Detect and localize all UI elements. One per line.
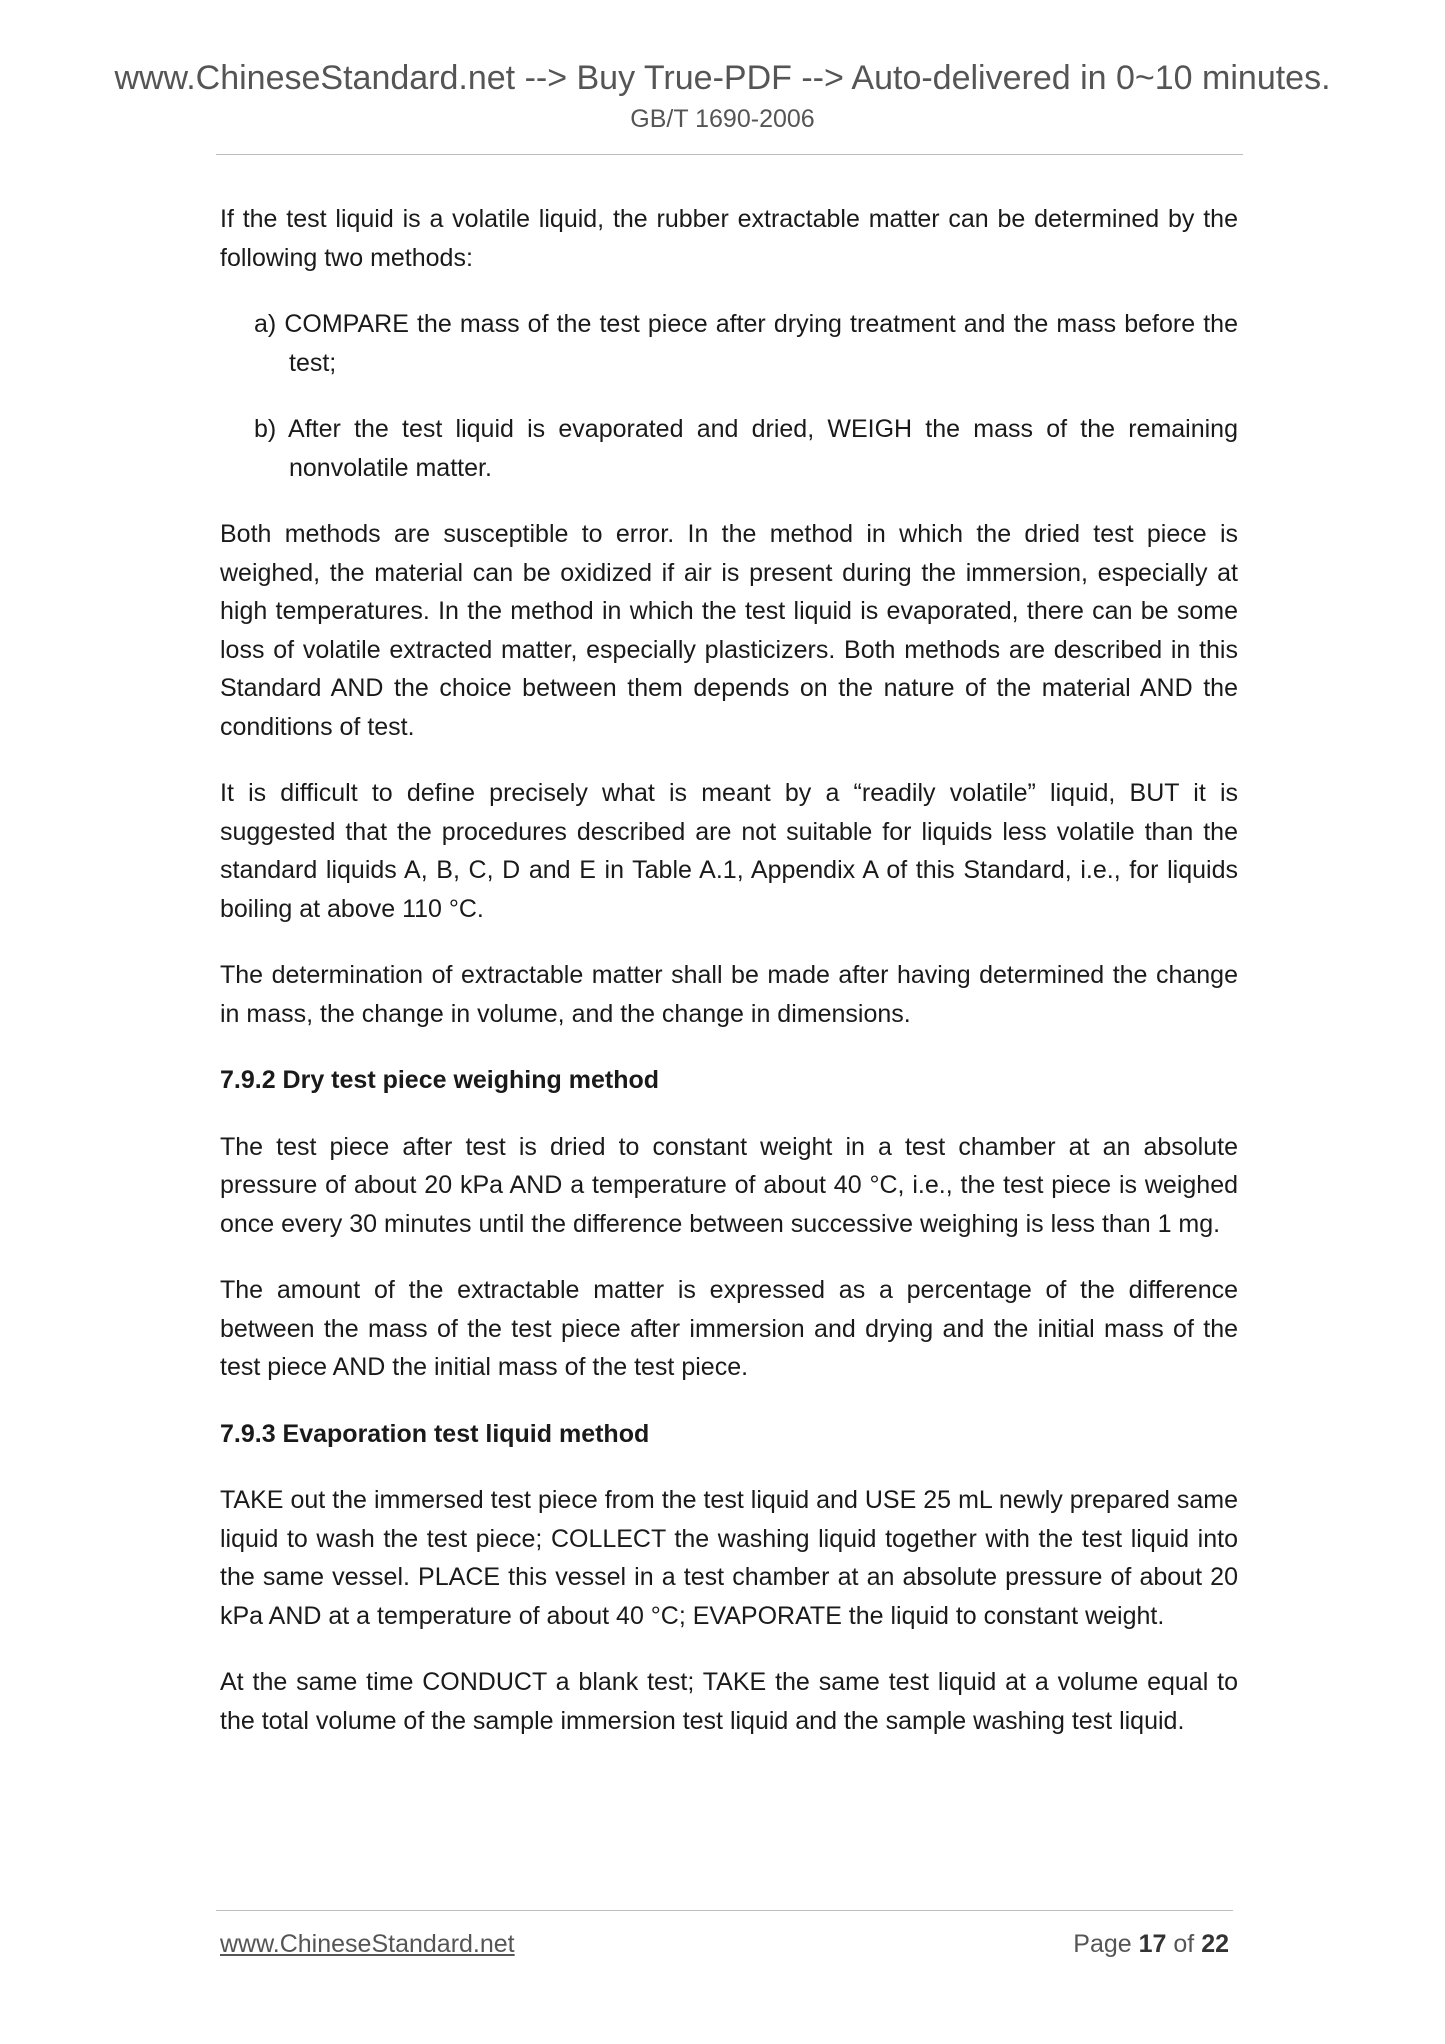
section-7-9-3-paragraph-1: TAKE out the immersed test piece from the test liquid and USE 25 mL newly prepared same liquid to wash the test piece; COLLECT the washing liquid together with the test liquid into the same vessel. PLACE this vessel in a test chamber at an absolute pressure of about 20 kPa AND at a temperature of about 40 °C; EVAPORATE the liquid to constant weight. bbox=[220, 1486, 1238, 1630]
page-label: Page bbox=[1073, 1930, 1132, 1958]
page-content bbox=[220, 200, 1238, 1768]
volatile-paragraph: It is difficult to define precisely what is meant by a “readily volatile” liquid, BUT it is suggested that the procedures described are not suitable for liquids less volatile than the standard liquids A, B, C, D and E in Table A.1, Appendix A of this Standard, i.e., for liquids boiling at above 110 °C. bbox=[220, 779, 1238, 923]
header-divider bbox=[216, 154, 1243, 155]
section-7-9-2-heading: 7.9.2 Dry test piece weighing method bbox=[220, 1066, 660, 1094]
total-page-count: 22 bbox=[1201, 1930, 1229, 1958]
error-paragraph: Both methods are susceptible to error. In the method in which the dried test piece is weighed, the material can be oxidized if air is present during the immersion, especially at high temperatures. In the method in which the test liquid is evaporated, there can be some loss of volatile extracted matter, especially plasticizers. Both methods are described in this Standard AND the choice between them depends on the nature of the material AND the conditions of test. bbox=[220, 520, 1238, 741]
page-of-label: of bbox=[1173, 1930, 1195, 1958]
footer-website-link[interactable]: www.ChineseStandard.net bbox=[220, 1930, 515, 1958]
list-item-b: b) After the test liquid is evaporated and dried, WEIGH the mass of the remaining nonvolatile matter. bbox=[254, 415, 1238, 482]
section-7-9-2-paragraph-2: The amount of the extractable matter is expressed as a percentage of the difference between the mass of the test piece after immersion and drying and the initial mass of the test piece AND the initial mass of the test piece. bbox=[220, 1276, 1238, 1381]
page-indicator bbox=[1073, 1930, 1229, 1959]
list-item-a: a) COMPARE the mass of the test piece after drying treatment and the mass before the test; bbox=[254, 310, 1238, 377]
footer-divider bbox=[216, 1910, 1233, 1911]
intro-paragraph: If the test liquid is a volatile liquid, the rubber extractable matter can be determined by the following two methods: bbox=[220, 205, 1238, 272]
section-7-9-2-paragraph-1: The test piece after test is dried to constant weight in a test chamber at an absolute pressure of about 20 kPa AND a temperature of about 40 °C, i.e., the test piece is weighed once every 30 minutes until the difference between successive weighing is less than 1 mg. bbox=[220, 1132, 1238, 1238]
document-number: GB/T 1690-2006 bbox=[630, 105, 815, 133]
current-page-number: 17 bbox=[1138, 1930, 1167, 1958]
header-banner: www.ChineseStandard.net --> Buy True-PDF --> Auto-delivered in 0~10 minutes. bbox=[114, 59, 1331, 97]
section-7-9-3-paragraph-2: At the same time CONDUCT a blank test; TAKE the same test liquid at a volume equal to the total volume of the sample immersion test liquid and the sample washing test liquid. bbox=[220, 1668, 1238, 1735]
determination-paragraph: The determination of extractable matter shall be made after having determined the change in mass, the change in volume, and the change in dimensions. bbox=[220, 961, 1238, 1028]
section-7-9-3-heading: 7.9.3 Evaporation test liquid method bbox=[220, 1419, 650, 1448]
